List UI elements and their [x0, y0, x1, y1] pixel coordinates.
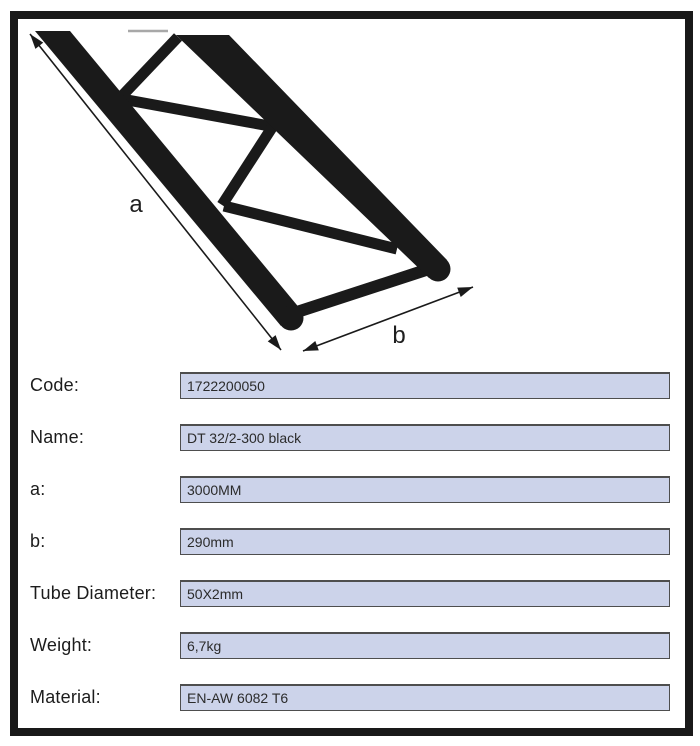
dimension-b-field[interactable]: 290mm [180, 528, 670, 555]
tube-diameter-row [30, 580, 670, 607]
tube-diameter-field[interactable]: 50X2mm [180, 580, 670, 607]
code-label: Code: [30, 375, 80, 395]
name-field[interactable]: DT 32/2-300 black [180, 424, 670, 451]
weight-field[interactable]: 6,7kg [180, 632, 670, 659]
dimension-label-b: b [392, 322, 406, 349]
weight-label: Weight: [30, 635, 93, 655]
dimension-a-field[interactable]: 3000MM [180, 476, 670, 503]
web-brace-3 [222, 126, 273, 205]
dimension-a-label: a: [30, 479, 46, 499]
right-chord-end-cap [426, 257, 451, 282]
dimension-a-row [30, 476, 670, 503]
name-label: Name: [30, 427, 85, 447]
weight-row [30, 632, 670, 659]
end-rung [294, 268, 432, 313]
code-field[interactable]: 1722200050 [180, 372, 670, 399]
web-brace-1 [121, 37, 178, 97]
dimension-b-row [30, 528, 670, 555]
left-chord-end-cap [279, 306, 304, 331]
material-field[interactable]: EN-AW 6082 T6 [180, 684, 670, 711]
name-row [30, 424, 670, 451]
code-row [30, 372, 670, 399]
dimension-label-a: a [129, 191, 143, 218]
material-row [30, 684, 670, 711]
dimension-b-label: b: [30, 531, 46, 551]
spec-form [30, 372, 670, 736]
tube-diameter-label: Tube Diameter: [30, 583, 157, 603]
material-label: Material: [30, 687, 101, 707]
